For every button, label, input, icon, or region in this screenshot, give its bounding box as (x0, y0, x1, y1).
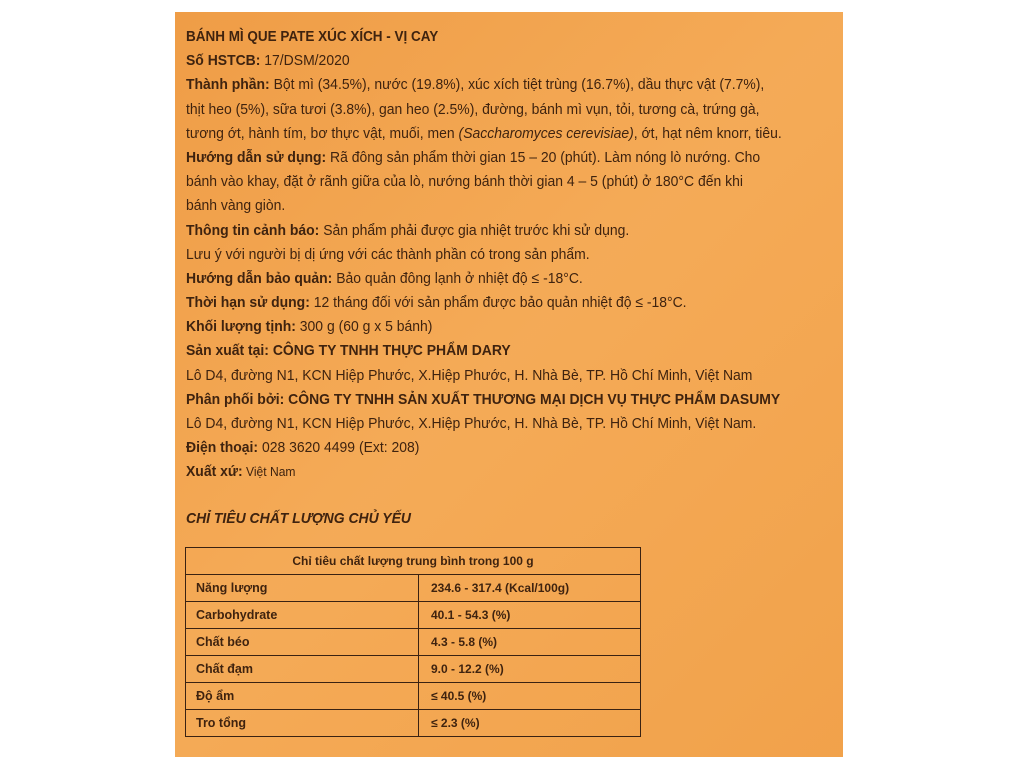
nutrient-name: Carbohydrate (186, 602, 419, 629)
usage-label: Hướng dẫn sử dụng: (186, 148, 327, 166)
table-row (186, 602, 641, 629)
table-row (186, 683, 641, 710)
warning-text: Lưu ý với người bị dị ứng với các thành phần có trong sản phẩm. (186, 245, 590, 263)
origin-label: Xuất xứ: (186, 463, 243, 481)
table-row (186, 710, 641, 737)
label-panel (175, 12, 843, 757)
storage-label: Hướng dẫn bảo quản: (186, 269, 333, 287)
yeast-species-name: (Saccharomyces cerevisiae) (458, 124, 634, 142)
shelf-life-text: 12 tháng đối với sản phẩm được bảo quản nhiệt độ ≤ -18°C. (313, 294, 687, 312)
table-row (186, 656, 641, 683)
nutrient-name: Độ ẩm (186, 683, 419, 710)
distributor-name: CÔNG TY TNHH SẢN XUẤT THƯƠNG MẠI DỊCH VỤ THỰC PHẨM DASUMY (288, 390, 781, 408)
nutrient-value: ≤ 40.5 (%) (419, 683, 641, 710)
nutrient-value: 234.6 - 317.4 (Kcal/100g) (419, 575, 641, 602)
quality-table-header: Chỉ tiêu chất lượng trung bình trong 100 g (186, 548, 641, 575)
storage-line (186, 267, 583, 291)
table-row (186, 575, 641, 602)
distributor-row (186, 388, 836, 412)
ingredients-text: , ớt, hạt nêm knorr, tiêu. (633, 124, 782, 142)
ingredients-text: thịt heo (5%), sữa tươi (3.8%), gan heo (2.5%), đường, bánh mì vụn, tỏi, tương cà, trứng gà, (186, 100, 760, 118)
manufacturer-line (186, 339, 511, 363)
nutrient-value: ≤ 2.3 (%) (419, 710, 641, 737)
usage-row-2 (186, 170, 836, 194)
quality-heading-row (186, 509, 428, 529)
nutrient-name: Chất đạm (186, 656, 419, 683)
manufacturer-address-row (186, 364, 836, 388)
usage-text: bánh vào khay, đặt ở rãnh giữa của lò, nướng bánh thời gian 4 – 5 (phút) ở 180°C đến khi (186, 173, 743, 191)
manufacturer-name: CÔNG TY TNHH THỰC PHẨM DARY (272, 342, 511, 360)
distributor-label: Phân phối bởi: (186, 390, 285, 408)
quality-table (185, 547, 641, 737)
product-title: BÁNH MÌ QUE PATE XÚC XÍCH - VỊ CAY (186, 29, 439, 45)
ingredients-text: Bột mì (34.5%), nước (19.8%), xúc xích tiệt trùng (16.7%), dầu thực vật (7.7%), (273, 76, 765, 94)
warning-row-1 (186, 219, 836, 243)
net-weight-line (186, 315, 432, 339)
manufacturer-row (186, 339, 836, 363)
nutrient-name: Chất béo (186, 629, 419, 656)
ingredients-label: Thành phần: (186, 76, 270, 94)
usage-row-3 (186, 194, 836, 218)
ingredients-row-2 (186, 98, 836, 122)
net-weight-row (186, 315, 836, 339)
origin-line (186, 460, 295, 484)
warning-row-2 (186, 243, 836, 267)
label-text-block (186, 25, 836, 485)
warning-text: Sản phẩm phải được gia nhiệt trước khi sử dụng. (323, 221, 630, 239)
nutrient-name: Năng lượng (186, 575, 419, 602)
shelf-life-line (186, 291, 687, 315)
quality-heading: CHỈ TIÊU CHẤT LƯỢNG CHỦ YẾU (186, 510, 411, 527)
usage-row-1 (186, 146, 836, 170)
nutrient-value: 4.3 - 5.8 (%) (419, 629, 641, 656)
nutrient-value: 40.1 - 54.3 (%) (419, 602, 641, 629)
net-weight-value: 300 g (60 g x 5 bánh) (299, 318, 433, 336)
table-header-row (186, 548, 641, 575)
registration-line (186, 49, 350, 73)
origin-value: Việt Nam (245, 464, 296, 480)
ingredients-text: tương ớt, hành tím, bơ thực vật, muối, men (186, 124, 455, 142)
ingredients-line (186, 73, 764, 97)
ingredients-line (186, 122, 782, 146)
registration-value: 17/DSM/2020 (264, 52, 350, 70)
ingredients-row-3 (186, 122, 836, 146)
manufacturer-address: Lô D4, đường N1, KCN Hiệp Phước, X.Hiệp Phước, H. Nhà Bè, TP. Hồ Chí Minh, Việt Nam (186, 366, 753, 384)
distributor-line (186, 388, 780, 412)
shelf-life-label: Thời hạn sử dụng: (186, 294, 310, 312)
phone-line (186, 436, 419, 460)
phone-row (186, 436, 836, 460)
phone-label: Điện thoại: (186, 439, 259, 457)
usage-text: Rã đông sản phẩm thời gian 15 – 20 (phút). Làm nóng lò nướng. Cho (330, 148, 761, 166)
warning-label: Thông tin cảnh báo: (186, 221, 320, 239)
registration-row (186, 49, 836, 73)
usage-text: bánh vàng giòn. (186, 197, 286, 215)
shelf-life-row (186, 291, 836, 315)
distributor-address: Lô D4, đường N1, KCN Hiệp Phước, X.Hiệp Phước, H. Nhà Bè, TP. Hồ Chí Minh, Việt Nam. (186, 415, 757, 432)
origin-row (186, 460, 836, 484)
warning-line (186, 219, 629, 243)
phone-number: 028 3620 4499 (Ext: 208) (261, 439, 420, 457)
table-row (186, 629, 641, 656)
storage-text: Bảo quản đông lạnh ở nhiệt độ ≤ -18°C. (336, 269, 583, 287)
usage-line (186, 146, 760, 170)
net-weight-label: Khối lượng tịnh: (186, 318, 296, 336)
manufacturer-label: Sản xuất tại: (186, 342, 269, 360)
storage-row (186, 267, 836, 291)
distributor-address-row (186, 412, 836, 436)
product-title-row (186, 25, 836, 49)
nutrient-name: Tro tổng (186, 710, 419, 737)
ingredients-row-1 (186, 73, 836, 97)
registration-label: Số HSTCB: (186, 52, 261, 70)
nutrient-value: 9.0 - 12.2 (%) (419, 656, 641, 683)
